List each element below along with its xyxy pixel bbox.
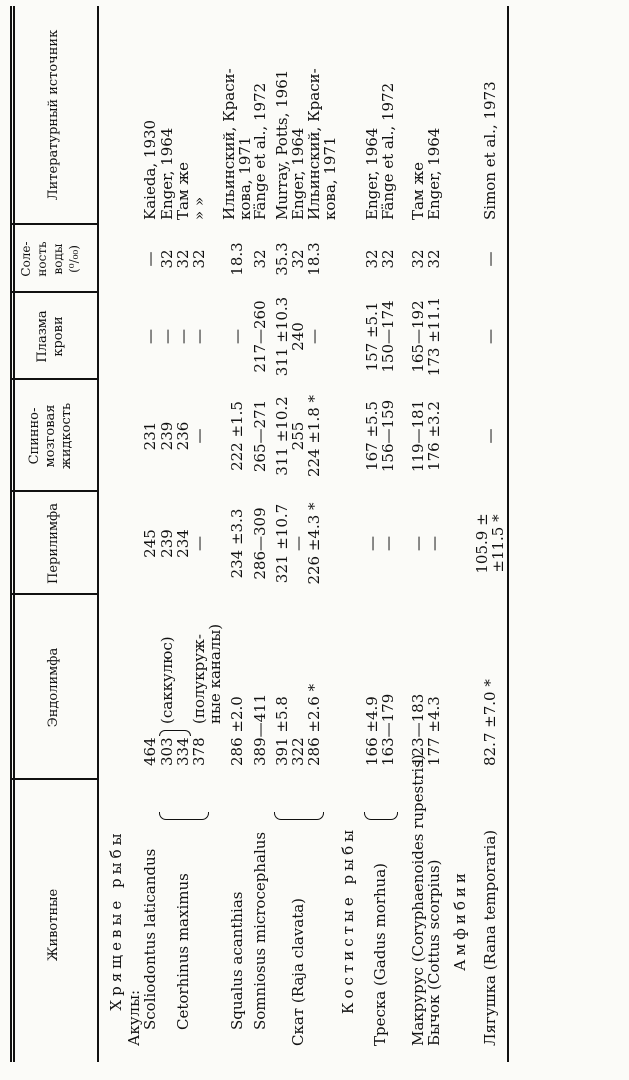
- row-scoliodontus-perilymph: 245: [141, 529, 159, 558]
- row-somniosus-source: Fänge et al., 1972: [251, 82, 269, 220]
- sharks-label: Акулы:: [125, 989, 143, 1046]
- row-gadus-source: Enger, 1964 Fänge et al., 1972: [363, 82, 397, 220]
- header-bottom-rule: [97, 6, 99, 1062]
- row-raja-csf: 311 ±10.2 255 224 ±1.8 *: [273, 394, 323, 478]
- row-somniosus-perilymph: 286—309: [251, 507, 269, 580]
- header-plasma: Плазма крови: [35, 310, 66, 363]
- row-somniosus-animal: Somniosus microcephalus: [251, 831, 269, 1030]
- row-scoliodontus-salinity: —: [141, 251, 159, 267]
- row-rana-source: Simon et al., 1973: [481, 81, 499, 220]
- row-cetorhinus-source: Enger, 1964 Там же » »: [158, 127, 208, 220]
- row-rana-animal: Лягушка (Rana temporaria): [481, 829, 499, 1046]
- row-coryphaenoides-perilymph: —: [409, 536, 427, 551]
- row-gadus-csf: 167 ±5.5 156—159: [363, 399, 397, 473]
- section-cartilaginous: Хрящевые рыбы: [107, 829, 125, 1011]
- header-source: Литературный источник: [46, 29, 61, 201]
- row-rana-csf: —: [481, 428, 499, 444]
- row-scoliodontus-plasma: —: [141, 329, 159, 344]
- header-salinity: Соле- ность воды (⁰/₀₀): [19, 241, 81, 277]
- row-coryphaenoides-salinity: 32: [409, 249, 427, 269]
- table-top-rule: [10, 6, 12, 1062]
- row-rana-plasma: —: [481, 329, 499, 344]
- table-bottom-rule: [507, 6, 509, 1062]
- row-coryphaenoides-source: Там же: [409, 161, 427, 220]
- table-top-rule-double: [13, 6, 15, 1062]
- row-squalus-csf: 222 ±1.5: [228, 401, 246, 471]
- row-cottus-animal: Бычок (Cottus scorpius): [425, 859, 443, 1046]
- header-endolymph: Эндолимфа: [46, 647, 61, 728]
- row-cetorhinus-endolymph-note2: (полукруж- ные каналы): [190, 623, 224, 724]
- row-squalus-animal: Squalus acanthias: [228, 891, 246, 1030]
- section-amphibians: Амфибии: [451, 869, 469, 971]
- header-csf: Спинно- мозговая жидкость: [27, 402, 74, 470]
- row-coryphaenoides-animal: Макрурус (Coryphaenoides rupestris): [409, 754, 427, 1046]
- row-cottus-salinity: 32: [425, 249, 443, 269]
- row-coryphaenoides-endolymph: 123—183: [409, 693, 427, 766]
- row-gadus-perilymph: — —: [363, 536, 397, 551]
- row-squalus-source: Ильинский, Краси- кова, 1971: [220, 68, 254, 220]
- row-cetorhinus-animal: Cetorhinus maximus: [174, 873, 192, 1030]
- section-bony: Костистые рыбы: [339, 825, 357, 1015]
- row-scoliodontus-source: Kaieda, 1930: [141, 119, 159, 220]
- row-squalus-salinity: 18.3: [228, 242, 246, 276]
- row-cetorhinus-csf: 239 236 —: [158, 421, 208, 451]
- row-coryphaenoides-plasma: 165—192: [409, 300, 427, 373]
- row-squalus-endolymph: 286 ±2.0: [228, 696, 246, 766]
- brace-cetorhinus: [159, 812, 209, 820]
- row-somniosus-salinity: 32: [251, 249, 269, 269]
- row-raja-endolymph: 391 ±5.8 322 286 ±2.6 *: [273, 683, 323, 766]
- brace-gadus: [364, 812, 398, 820]
- row-somniosus-csf: 265—271: [251, 399, 269, 473]
- row-cottus-csf: 176 ±3.2: [425, 401, 443, 471]
- row-scoliodontus-endolymph: 464: [141, 737, 159, 766]
- row-cetorhinus-endolymph-note1: (саккулюс): [158, 636, 176, 724]
- row-raja-perilymph: 321 ±10.7 — 226 ±4.3 *: [273, 502, 323, 585]
- header-perilymph: Перилимфа: [46, 503, 61, 584]
- row-squalus-plasma: —: [228, 329, 246, 344]
- row-cottus-perilymph: —: [425, 536, 443, 551]
- row-raja-animal: Скат (Raja clavata): [289, 897, 307, 1046]
- row-rana-endolymph: 82.7 ±7.0 *: [481, 679, 499, 766]
- row-rana-salinity: —: [481, 251, 499, 267]
- row-somniosus-plasma: 217—260: [251, 300, 269, 373]
- row-scoliodontus-animal: Scoliodontus laticandus: [141, 848, 159, 1030]
- row-gadus-salinity: 32 32: [363, 249, 397, 269]
- row-gadus-animal: Треска (Gadus morhua): [371, 862, 389, 1046]
- header-animals: Животные: [46, 888, 61, 962]
- row-raja-salinity: 35.3 32 18.3: [273, 242, 323, 276]
- row-scoliodontus-csf: 231: [141, 421, 159, 451]
- row-raja-source: Murray, Potts, 1961 Enger, 1964 Ильинский, Краси- кова, 1971: [273, 68, 339, 220]
- row-gadus-plasma: 157 ±5.1 150—174: [363, 300, 397, 373]
- row-cottus-source: Enger, 1964: [425, 127, 443, 220]
- row-somniosus-endolymph: 389—411: [251, 693, 269, 766]
- row-squalus-perilymph: 234 ±3.3: [228, 508, 246, 579]
- brace-raja: [274, 812, 324, 820]
- brace-endolymph-notes: [159, 730, 191, 736]
- row-raja-plasma: 311 ±10.3 240 —: [273, 296, 323, 377]
- row-cottus-endolymph: 177 ±4.3: [425, 696, 443, 766]
- row-rana-perilymph: 105.9 ± ±11.5 *: [473, 513, 507, 574]
- row-cottus-plasma: 173 ±11.1: [425, 296, 443, 377]
- row-cetorhinus-plasma: — — —: [158, 329, 208, 344]
- row-cetorhinus-endolymph: 303 334 378: [158, 737, 208, 766]
- row-gadus-endolymph: 166 ±4.9 163—179: [363, 693, 397, 766]
- row-cetorhinus-salinity: 32 32 32: [158, 249, 208, 269]
- row-cetorhinus-perilymph: 239 234 —: [158, 529, 208, 558]
- row-coryphaenoides-csf: 119—181: [409, 399, 427, 473]
